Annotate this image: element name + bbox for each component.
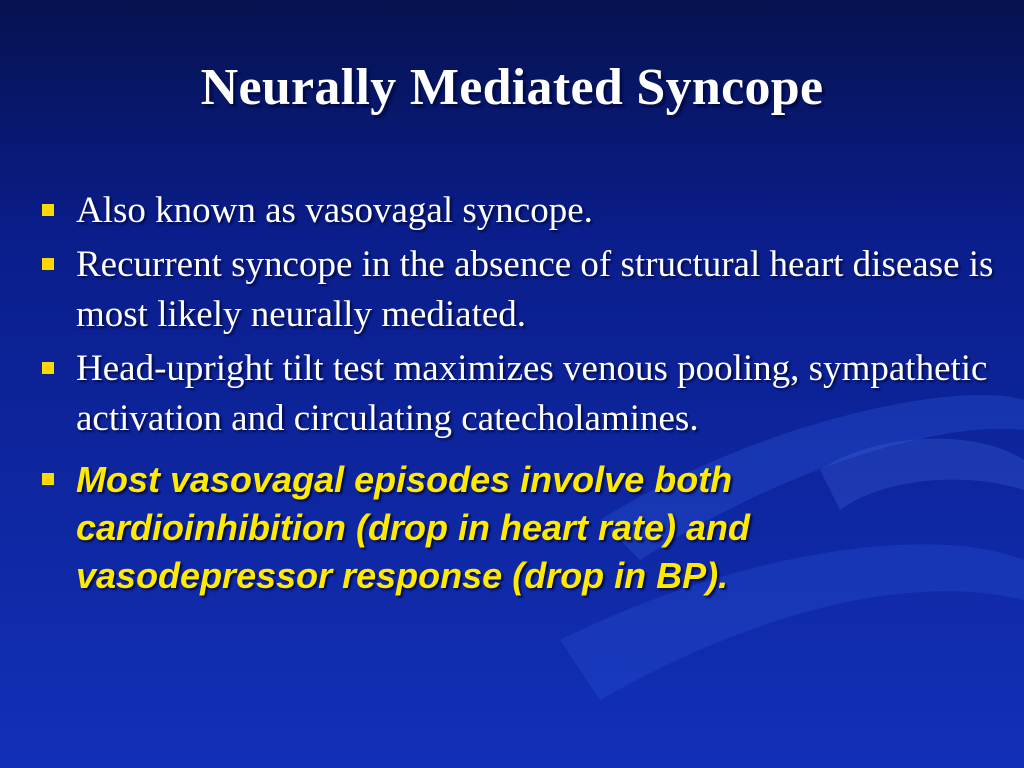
square-bullet-icon — [42, 204, 54, 216]
square-bullet-icon — [42, 473, 54, 485]
bullet-list — [36, 186, 996, 604]
bullet-item — [36, 344, 996, 444]
square-bullet-icon — [42, 258, 54, 270]
bullet-text: Head-upright tilt test maximizes venous pooling, sympathetic activation and circulating catecholamines. — [76, 348, 988, 439]
bullet-item — [36, 240, 996, 340]
bullet-text: Also known as vasovagal syncope. — [76, 190, 593, 231]
bullet-item-emphasis — [36, 456, 996, 600]
square-bullet-icon — [42, 362, 54, 374]
bullet-text-emphasis: Most vasovagal episodes involve both cardioinhibition (drop in heart rate) and vasodepressor response (drop in BP). — [76, 459, 751, 596]
slide-title: Neurally Mediated Syncope — [200, 59, 824, 116]
bullet-text: Recurrent syncope in the absence of structural heart disease is most likely neurally mediated. — [76, 244, 994, 335]
bullet-item — [36, 186, 996, 236]
